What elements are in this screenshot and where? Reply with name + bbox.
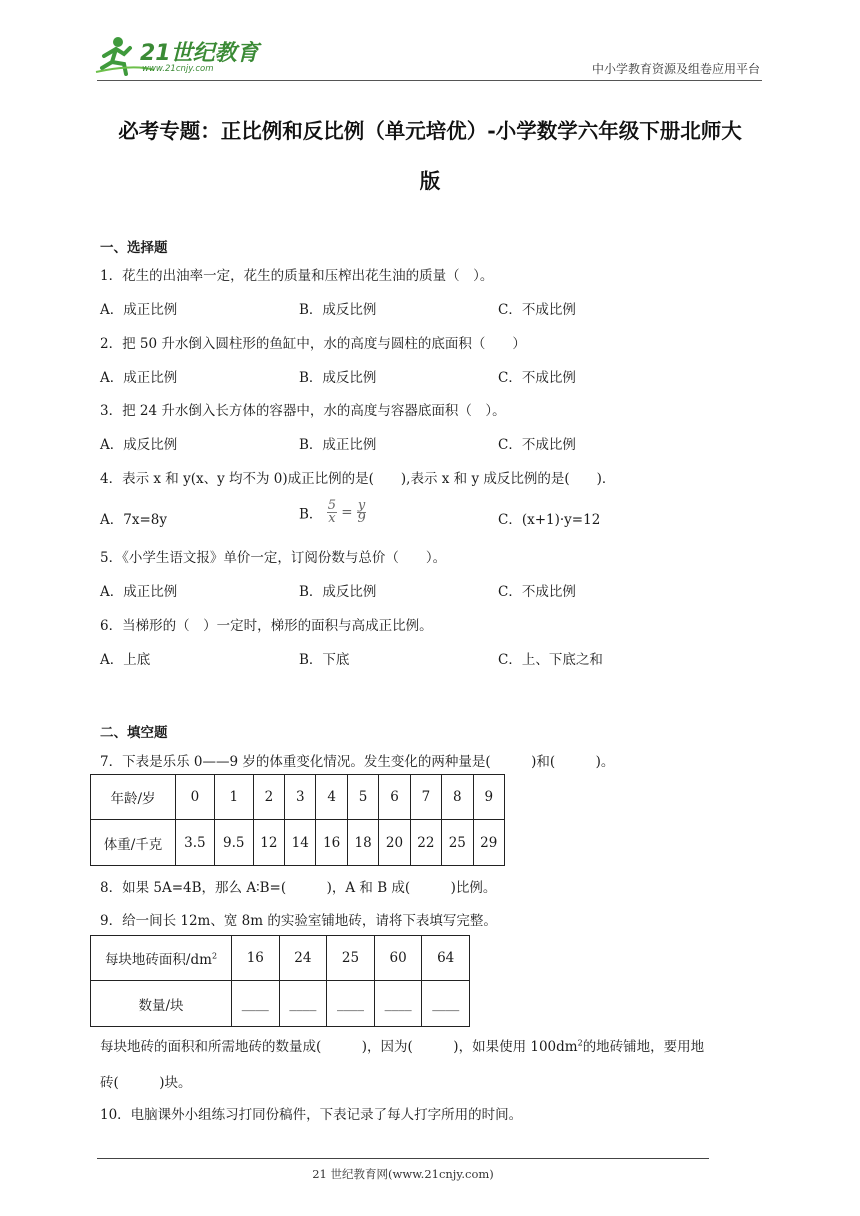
- blank-cell: ____: [374, 981, 422, 1027]
- weight-cell: 18: [347, 820, 378, 866]
- page-title: [90, 106, 770, 206]
- platform-name: 中小学教育资源及组卷应用平台: [591, 62, 760, 76]
- fraction-5-over-x: $\frac{5}{x}$: [327, 498, 336, 526]
- weight-cell: 16: [316, 820, 347, 866]
- q4-option-b: [299, 500, 366, 525]
- question-9: 9．给一间长 12m、宽 8m 的实验室铺地砖，请将下表填写完整。: [100, 913, 497, 929]
- blank-cell: ____: [422, 981, 470, 1027]
- fraction-y-over-9: $\frac{y}{9}$: [357, 498, 366, 526]
- age-cell: 1: [214, 775, 253, 820]
- age-cell: 7: [410, 775, 441, 820]
- q2-option-c: C．不成比例: [498, 370, 576, 386]
- q1-option-b: B．成反比例: [299, 302, 377, 318]
- question-10: 10．电脑课外小组练习打同份稿件，下表记录了每人打字所用的时间。: [100, 1107, 523, 1123]
- weight-cell: 29: [473, 820, 505, 866]
- q3-option-c: C．不成比例: [498, 437, 576, 453]
- q1-option-c: C．不成比例: [498, 302, 576, 318]
- q5-option-b: B．成反比例: [299, 584, 377, 600]
- area-cell: 60: [374, 936, 422, 981]
- section-heading-fill: 二、填空题: [100, 725, 168, 741]
- blank-cell: ____: [279, 981, 327, 1027]
- question-6: 6．当梯形的（ ）一定时，梯形的面积与高成正比例。: [100, 618, 433, 634]
- question-3: 3．把 24 升水倒入长方体的容器中，水的高度与容器底面积（ ）。: [100, 403, 506, 419]
- row-header-area: 每块地砖面积$/dm^2$: [91, 936, 232, 981]
- area-cell: 16: [232, 936, 280, 981]
- area-cell: 24: [279, 936, 327, 981]
- weight-cell: 14: [285, 820, 316, 866]
- row-header-weight: 体重/千克: [91, 820, 176, 866]
- question-8: 8．如果 5A=4B，那么 A∶B=( )，A 和 B 成( )比例。: [100, 880, 497, 896]
- area-cell: 25: [327, 936, 375, 981]
- table-row-weight: [91, 820, 505, 866]
- q6-option-a: A．上底: [100, 652, 151, 668]
- q1-option-a: A．成正比例: [100, 302, 178, 318]
- weight-cell: 20: [379, 820, 410, 866]
- q6-option-b: B．下底: [299, 652, 350, 668]
- q6-option-c: C．上、下底之和: [498, 652, 603, 668]
- question-1: 1．花生的出油率一定，花生的质量和压榨出花生油的质量（ ）。: [100, 268, 494, 284]
- q4-option-c: C．(x+1)·y=12: [498, 512, 601, 528]
- site-logo: [94, 34, 259, 76]
- table-row-area: [91, 936, 470, 981]
- age-cell: 2: [253, 775, 284, 820]
- q4-option-b-label: B．: [299, 506, 323, 523]
- q3-option-b: B．成正比例: [299, 437, 377, 453]
- row-header-count: 数量/块: [91, 981, 232, 1027]
- footer-divider: [97, 1158, 709, 1159]
- logo-url: www.21cnjy.com: [142, 64, 214, 74]
- q3-option-a: A．成反比例: [100, 437, 178, 453]
- blank-cell: ____: [327, 981, 375, 1027]
- tile-table: [90, 935, 470, 1027]
- footer-link[interactable]: 21 世纪教育网(www.21cnjy.com): [312, 1167, 494, 1181]
- area-cell: 64: [422, 936, 470, 981]
- row-header-age: 年龄/岁: [91, 775, 176, 820]
- question-4: 4．表示 x 和 y(x、y 均不为 0)成正比例的是( ),表示 x 和 y 成反比例的是( )．: [100, 471, 616, 487]
- weight-table: [90, 774, 505, 866]
- weight-cell: 22: [410, 820, 441, 866]
- table-row-count: [91, 981, 470, 1027]
- age-cell: 3: [285, 775, 316, 820]
- age-cell: 0: [176, 775, 215, 820]
- age-cell: 6: [379, 775, 410, 820]
- logo-text: 21世纪教育: [140, 41, 259, 66]
- q2-option-b: B．成反比例: [299, 370, 377, 386]
- section-heading-choice: 一、选择题: [100, 240, 168, 256]
- q5-option-c: C．不成比例: [498, 584, 576, 600]
- title-line-2: 版: [419, 169, 441, 193]
- age-cell: 9: [473, 775, 505, 820]
- age-cell: 8: [442, 775, 473, 820]
- equals-sign: =: [341, 504, 353, 521]
- weight-cell: 3.5: [176, 820, 215, 866]
- q2-option-a: A．成正比例: [100, 370, 178, 386]
- question-7: 7．下表是乐乐 0——9 岁的体重变化情况。发生变化的两种量是( )和( )。: [100, 754, 615, 770]
- weight-cell: 25: [442, 820, 473, 866]
- weight-cell: 12: [253, 820, 284, 866]
- blank-cell: ____: [232, 981, 280, 1027]
- question-9-continuation-line2: 砖( )块。: [100, 1075, 192, 1091]
- weight-cell: 9.5: [214, 820, 253, 866]
- age-cell: 4: [316, 775, 347, 820]
- age-cell: 5: [347, 775, 378, 820]
- header-divider: [97, 80, 762, 81]
- title-line-1: 必考专题：正比例和反比例（单元培优）-小学数学六年级下册北师大: [118, 119, 742, 143]
- question-5: 5．《小学生语文报》单价一定，订阅份数与总价（ ）。: [100, 550, 447, 566]
- table-row-age: [91, 775, 505, 820]
- q4-option-a: A．7x=8y: [100, 512, 167, 528]
- question-2: 2．把 50 升水倒入圆柱形的鱼缸中，水的高度与圆柱的底面积（ ）: [100, 336, 526, 352]
- question-9-continuation: 每块地砖的面积和所需地砖的数量成( )，因为( )，如果使用 $100dm^2$的地砖铺地，要用地: [100, 1038, 705, 1055]
- q5-option-a: A．成正比例: [100, 584, 178, 600]
